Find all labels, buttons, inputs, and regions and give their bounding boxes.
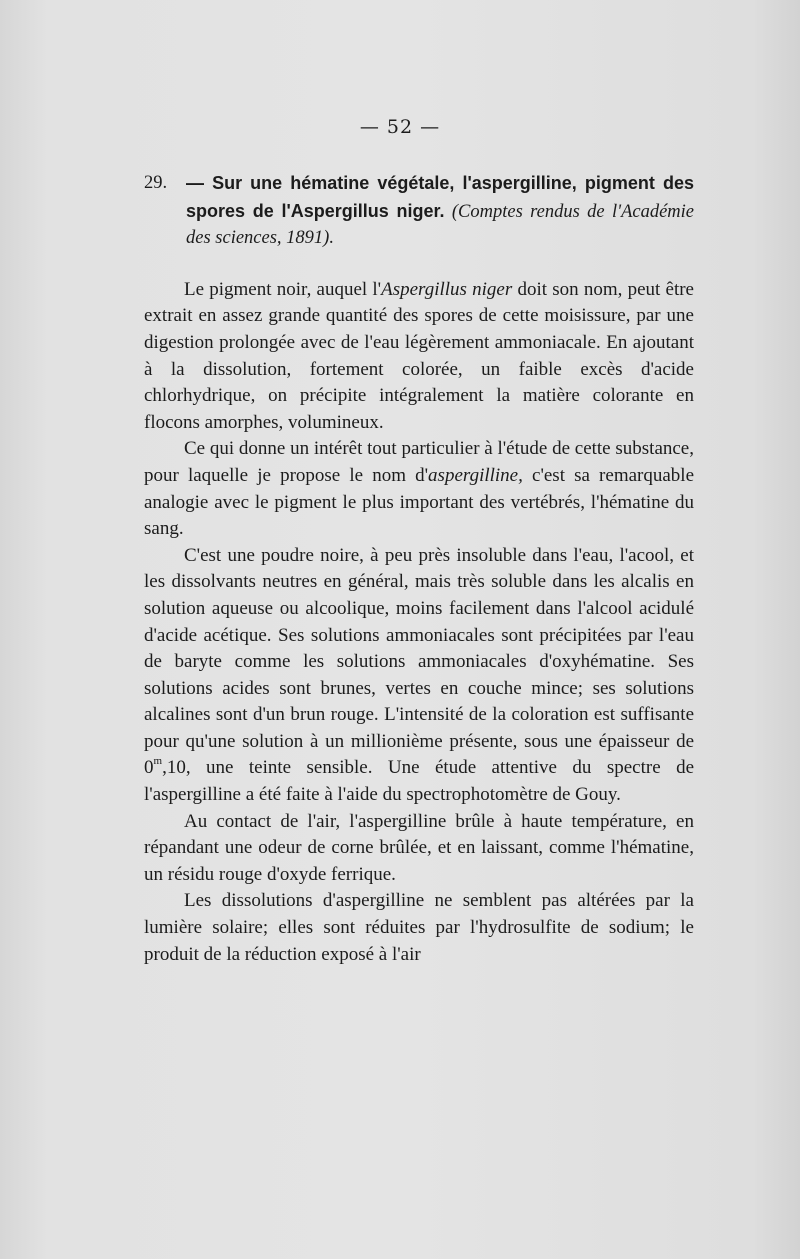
- paragraph-5: Les dissolutions d'aspergilline ne semblent pas altérées par la lumière solaire; elles sont réduites par l'hydrosulfite de sodium; le produit de la réduction exposé à l'air: [144, 890, 694, 965]
- entry-heading: [144, 170, 694, 252]
- entry-number: 29.: [144, 173, 168, 193]
- unit-superscript: m: [153, 755, 163, 768]
- paragraph-1: Le pigment noir, auquel l'Aspergillus niger doit son nom, peut être extrait en assez grande quantité des spores de cette moisissure, par une digestion prolongée avec de l'eau légèrement ammoniacale. En ajoutant à la dissolution, fortement colorée, un faible excès d'acide chlorhydrique, on précipite intégralement la matière colorante en flocons amorphes, volumineux.: [144, 278, 694, 433]
- entry-citation: (Comptes rendus de l'Académie des sciences, 1891).: [186, 201, 695, 249]
- paragraph-2: Ce qui donne un intérêt tout particulier à l'étude de cette substance, pour laquelle je propose le nom d'aspergilline, c'est sa remarquable analogie avec le pigment le plus important des vertébrés, l'hématine du sang.: [144, 438, 695, 540]
- page-body: [144, 170, 694, 968]
- page-number: — 52 —: [359, 116, 441, 138]
- paragraph-4: Au contact de l'air, l'aspergilline brûle à haute température, en répandant une odeur de corne brûlée, et en laissant, comme l'hématine, un résidu rouge d'oxyde ferrique.: [144, 810, 694, 885]
- entry-title: — Sur une hématine végétale, l'aspergilline, pigment des spores de l'Aspergillus niger.: [186, 173, 694, 221]
- pigment-name: aspergilline,: [428, 464, 523, 486]
- spacer: [144, 252, 694, 277]
- species-name: Aspergillus niger: [381, 278, 513, 300]
- paragraph-3: C'est une poudre noire, à peu près insoluble dans l'eau, l'acool, et les dissolvants neutres en général, mais très soluble dans les alcalis en solution aqueuse ou alcoolique, moins facilement dans l'alcool acidulé d'acide acétique. Ses solutions ammoniacales sont précipitées par l'eau de baryte comme les solutions ammoniacales d'oxyhématine. Ses solutions acides sont brunes, vertes en couche mince; ses solutions alcalines sont d'un brun rouge. L'intensité de la coloration est suffisante pour qu'une solution à un millionième présente, sous une épaisseur de 0$^m$,10, une teinte sensible. Une étude attentive du spectre de l'aspergilline a été faite à l'aide du spectrophotomètre de Gouy.: [144, 544, 694, 806]
